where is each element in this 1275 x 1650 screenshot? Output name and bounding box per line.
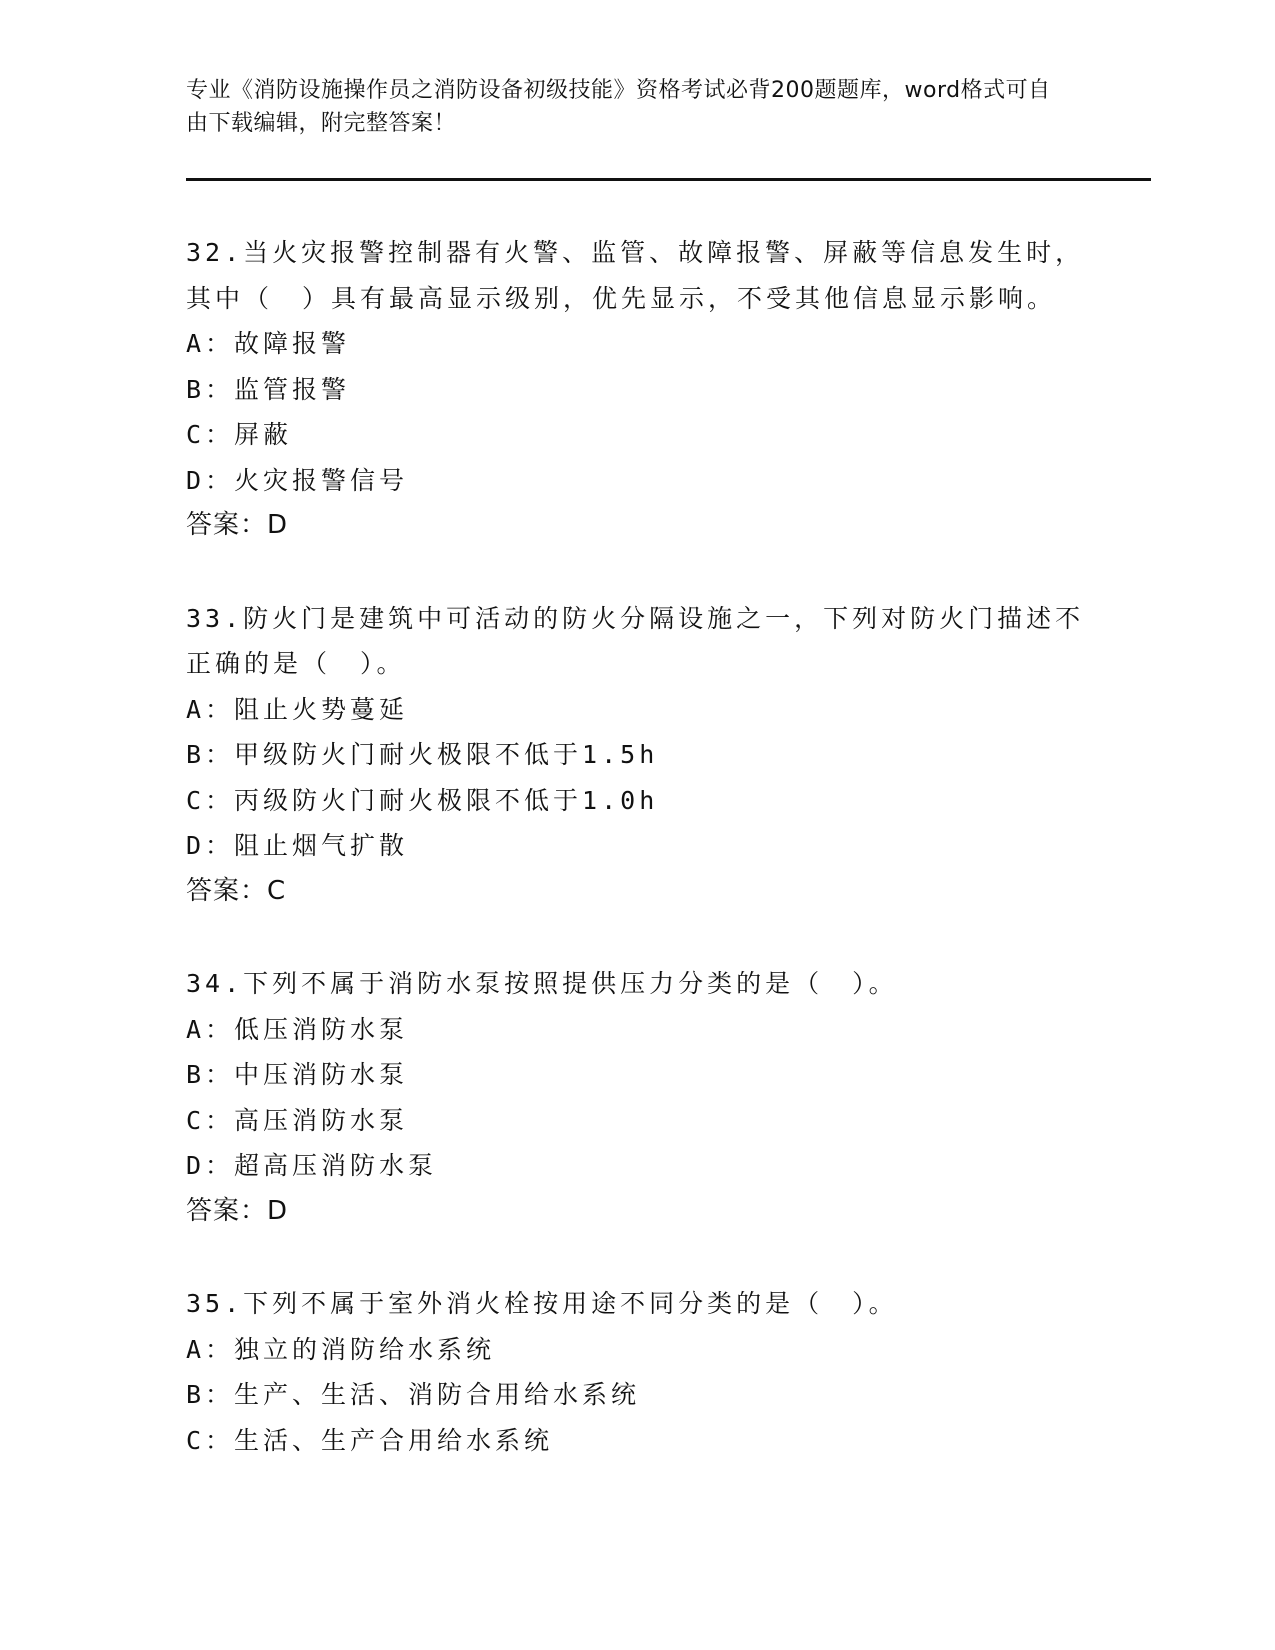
option-d: D：超高压消防水泵 — [186, 1151, 438, 1180]
option-a: A：阻止火势蔓延 — [186, 694, 409, 724]
question-stem: 34.下列不属于消防水泵按照提供压力分类的是（ ）。 — [186, 969, 898, 998]
question-stem: 32.当火灾报警控制器有火警、监管、故障报警、屏蔽等信息发生时，其中（ ）具有最高显示级别，优先显示，不受其他信息显示影响。 — [186, 238, 1085, 313]
question-stem: 33.防火门是建筑中可活动的防火分隔设施之一，下列对防火门描述不正确的是（ ）。 — [186, 603, 1085, 678]
answer-line: 答案：D — [186, 510, 289, 540]
option-c: C：丙级防火门耐火极限不低于1.0h — [186, 785, 659, 815]
option-c: C：屏蔽 — [186, 420, 293, 449]
header-divider — [186, 178, 1151, 181]
option-a: A：独立的消防给水系统 — [186, 1334, 496, 1364]
option-c: C：生活、生产合用给水系统 — [186, 1425, 554, 1455]
question-stem: 35.下列不属于室外消火栓按用途不同分类的是（ ）。 — [186, 1289, 898, 1318]
answer-line: 答案：D — [186, 1195, 289, 1226]
option-d: D：阻止烟气扩散 — [186, 831, 409, 860]
option-b: B：监管报警 — [186, 374, 351, 404]
option-d: D：火灾报警信号 — [186, 465, 409, 495]
option-a: A：故障报警 — [186, 329, 351, 358]
option-b: B：中压消防水泵 — [186, 1060, 409, 1089]
document-header: 专业《消防设施操作员之消防设备初级技能》资格考试必背200题题库，word格式可自由下载编辑，附完整答案！ — [186, 78, 1051, 136]
question-32 — [186, 230, 1086, 549]
answer-line: 答案：C — [186, 875, 287, 906]
option-a: A：低压消防水泵 — [186, 1014, 409, 1044]
question-list — [186, 230, 1086, 1510]
question-33 — [186, 596, 1086, 915]
option-b: B：甲级防火门耐火极限不低于1.5h — [186, 740, 659, 769]
question-35 — [186, 1281, 1086, 1463]
question-34 — [186, 961, 1086, 1234]
option-c: C：高压消防水泵 — [186, 1105, 409, 1135]
option-b: B：生产、生活、消防合用给水系统 — [186, 1380, 641, 1409]
